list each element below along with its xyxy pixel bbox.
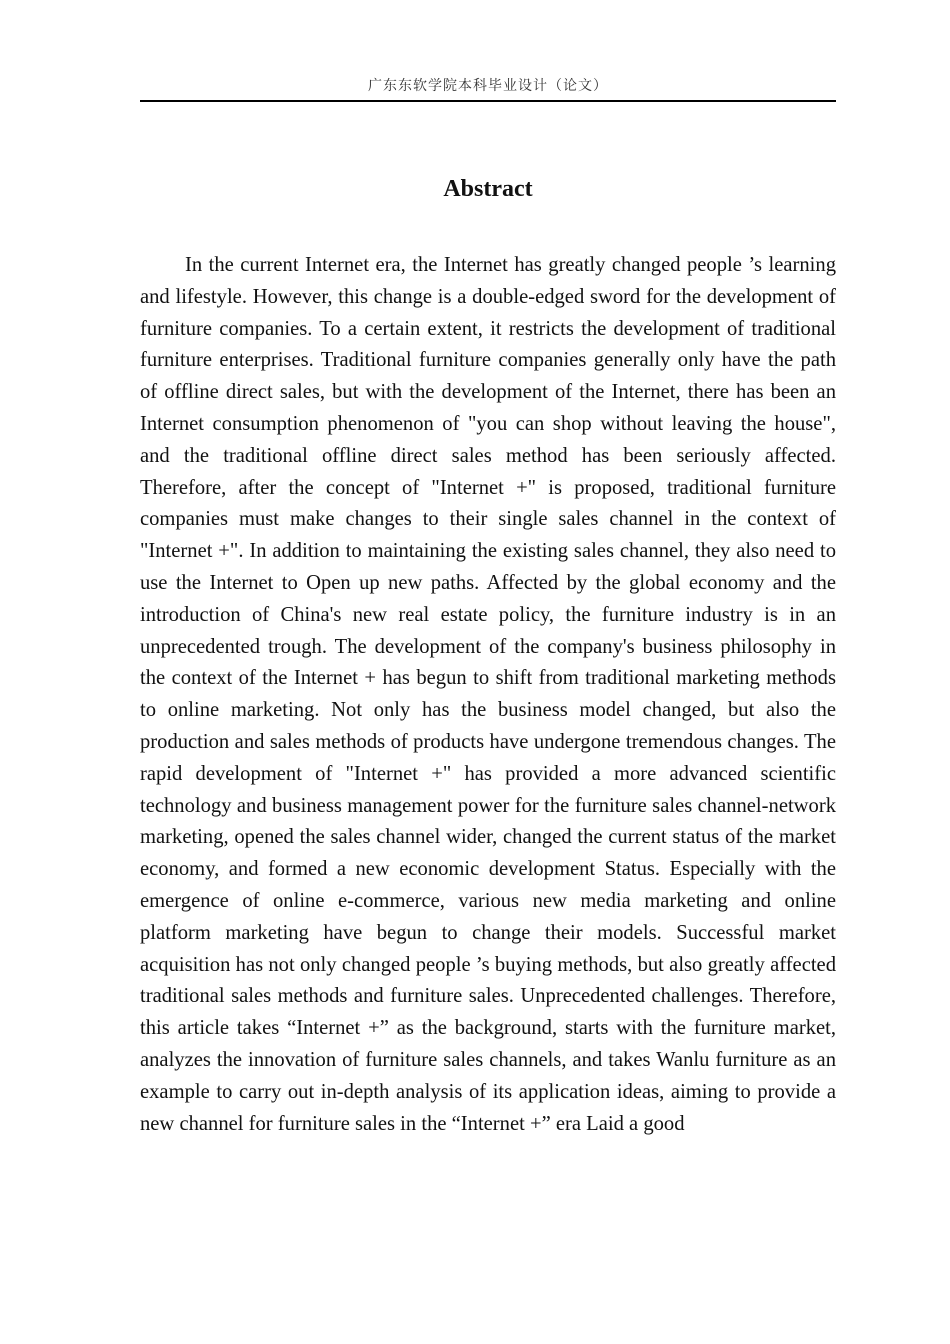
page-header: 广东东软学院本科毕业设计（论文） [368, 78, 608, 94]
abstract-body: In the current Internet era, the Internet has greatly changed people ’s learning and lifestyle. However, this change is a double-edged sword for the development of furniture companies. To a certain extent, it restricts the development of traditional furniture enterprises. Traditional furniture companies generally only have the path of offline direct sales, but with the development of the Internet, there has been an Internet consumption phenomenon of "you can shop without leaving the house", and the traditional offline direct sales method has been seriously affected. Therefore, after the concept of "Internet +" is proposed, traditional furniture companies must make changes to their single sales channel in the context of "Internet +". In addition to maintaining the existing sales channel, they also need to use the Internet to Open up new paths. Affected by the global economy and the introduction of China's new real estate policy, the furniture industry is in an unprecedented trough. The development of the company's business philosophy in the context of the Internet + has begun to shift from traditional marketing methods to online marketing. Not only has the business model changed, but also the production and sales methods of products have undergone tremendous changes. The rapid development of "Internet +" has provided a more advanced scientific technology and business management power for the furniture sales channel-network marketing, opened the sales channel wider, changed the current status of the market economy, and formed a new economic development Status. Especially with the emergence of online e-commerce, various new media marketing and online platform marketing have begun to change their models. Successful market acquisition has not only changed people ’s buying methods, but also greatly affected traditional sales methods and furniture sales. Unprecedented challenges. Therefore, this article takes “Internet +” as the background, starts with the furniture market, analyzes the innovation of furniture sales channels, and takes Wanlu furniture as an example to carry out in-depth analysis of its application ideas, aiming to provide a new channel for furniture sales in the “Internet +” era Laid a good [140, 254, 836, 1135]
header-rule [140, 100, 836, 102]
abstract-heading: Abstract [443, 176, 533, 202]
